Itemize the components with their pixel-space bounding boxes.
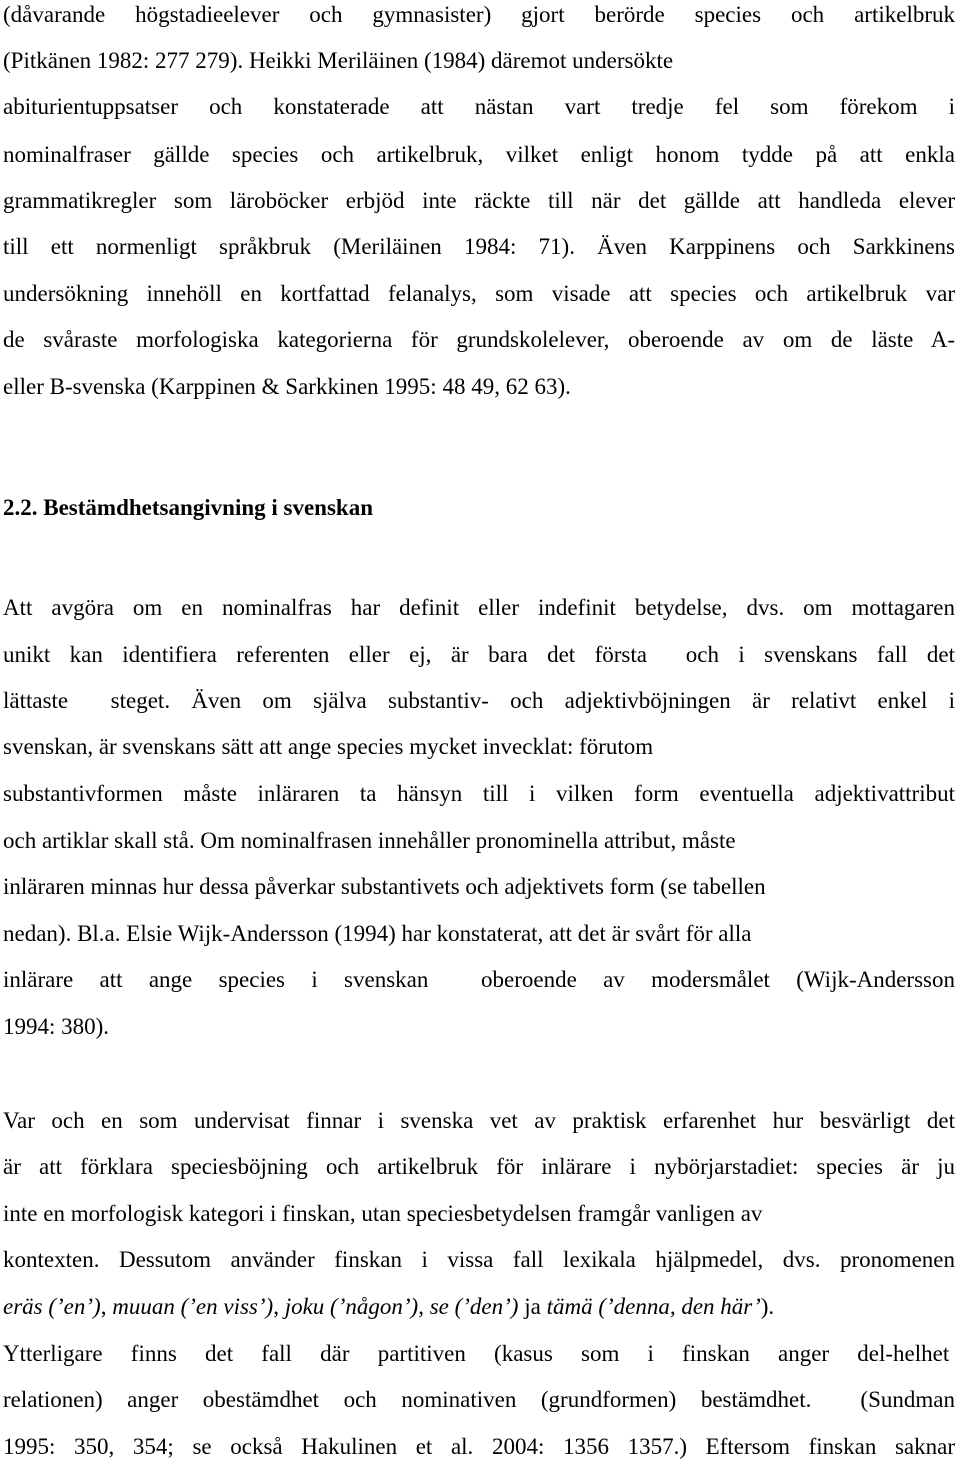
section-heading: 2.2. Bestämdhetsangivning i svenskan bbox=[3, 495, 373, 520]
text-line: inte en morfologisk kategori i finskan, utan speciesbetydelsen framgår vanligen av bbox=[3, 1201, 763, 1226]
separator: , bbox=[273, 1294, 285, 1319]
example-muuan: muuan (’en viss’) bbox=[112, 1294, 274, 1319]
example-joku: joku (’någon’) bbox=[284, 1294, 419, 1319]
text-line: nominalfraser gällde species och artikelbruk, vilket enligt honom tydde på att enkla bbox=[3, 142, 955, 167]
conjunction: ja bbox=[518, 1294, 547, 1319]
text-line: och artiklar skall stå. Om nominalfrasen innehåller pronominella attribut, måste bbox=[3, 828, 736, 853]
example-eras: eräs (’en’) bbox=[3, 1294, 101, 1319]
text-line: inläraren minnas hur dessa påverkar substantivets och adjektivets form (se tabellen bbox=[3, 874, 766, 899]
text-line: undersökning innehöll en kortfattad felanalys, som visade att species och artikelbruk var bbox=[3, 281, 955, 306]
text-line: är att förklara speciesböjning och artikelbruk för inlärare i nybörjarstadiet: species är ju bbox=[3, 1154, 955, 1179]
text-line: 1995: 350, 354; se också Hakulinen et al. 2004: 1356 1357.) Eftersom finskan saknar bbox=[3, 1434, 955, 1459]
separator: , bbox=[100, 1294, 113, 1319]
text-line: 1994: 380). bbox=[3, 1014, 110, 1039]
example-tama: tämä (’denna, den här’ bbox=[546, 1294, 761, 1319]
example-pronouns-line bbox=[3, 1292, 774, 1322]
text-line: inlärare att ange species i svenskan oberoende av modersmålet (Wijk-Andersson bbox=[3, 967, 955, 992]
text-line: eller B-svenska (Karppinen & Sarkkinen 1995: 48 49, 62 63). bbox=[3, 374, 571, 399]
text-line: (dåvarande högstadieelever och gymnasister) gjort berörde species och artikelbruk bbox=[3, 2, 955, 27]
text-line: lättaste steget. Även om själva substantiv- och adjektivböjningen är relativt enkel i bbox=[3, 688, 955, 713]
text-line: till ett normenligt språkbruk (Meriläinen 1984: 71). Även Karppinens och Sarkkinens bbox=[3, 234, 955, 259]
closing-punctuation: ). bbox=[760, 1294, 775, 1319]
text-line: nedan). Bl.a. Elsie Wijk-Andersson (1994) har konstaterat, att det är svårt för alla bbox=[3, 921, 752, 946]
text-line: (Pitkänen 1982: 277 279). Heikki Meriläinen (1984) däremot undersökte bbox=[3, 48, 674, 73]
text-line: grammatikregler som läroböcker erbjöd inte räckte till när det gällde att handleda elever bbox=[3, 188, 955, 213]
text-line: abiturientuppsatser och konstaterade att nästan vart tredje fel som förekom i bbox=[3, 94, 955, 119]
text-line: svenskan, är svenskans sätt att ange species mycket invecklat: förutom bbox=[3, 734, 654, 759]
text-line: relationen) anger obestämdhet och nominativen (grundformen) bestämdhet. (Sundman bbox=[3, 1387, 955, 1412]
text-line: unikt kan identifiera referenten eller ej, är bara det första och i svenskans fall det bbox=[3, 642, 955, 667]
text-line: substantivformen måste inläraren ta hänsyn till i vilken form eventuella adjektivattribut bbox=[3, 781, 955, 806]
text-line: Var och en som undervisat finnar i svenska vet av praktisk erfarenhet hur besvärligt det bbox=[3, 1108, 955, 1133]
text-line: Ytterligare finns det fall där partitiven (kasus som i finskan anger del-helhet bbox=[3, 1341, 955, 1366]
text-line: Att avgöra om en nominalfras har definit eller indefinit betydelse, dvs. om mottagaren bbox=[3, 595, 955, 620]
text-line: kontexten. Dessutom använder finskan i vissa fall lexikala hjälpmedel, dvs. pronomenen bbox=[3, 1247, 955, 1272]
text-line: de svåraste morfologiska kategorierna för grundskolelever, oberoende av om de läste A- bbox=[3, 327, 955, 352]
separator: , bbox=[418, 1294, 430, 1319]
example-se: se (’den’) bbox=[429, 1294, 519, 1319]
